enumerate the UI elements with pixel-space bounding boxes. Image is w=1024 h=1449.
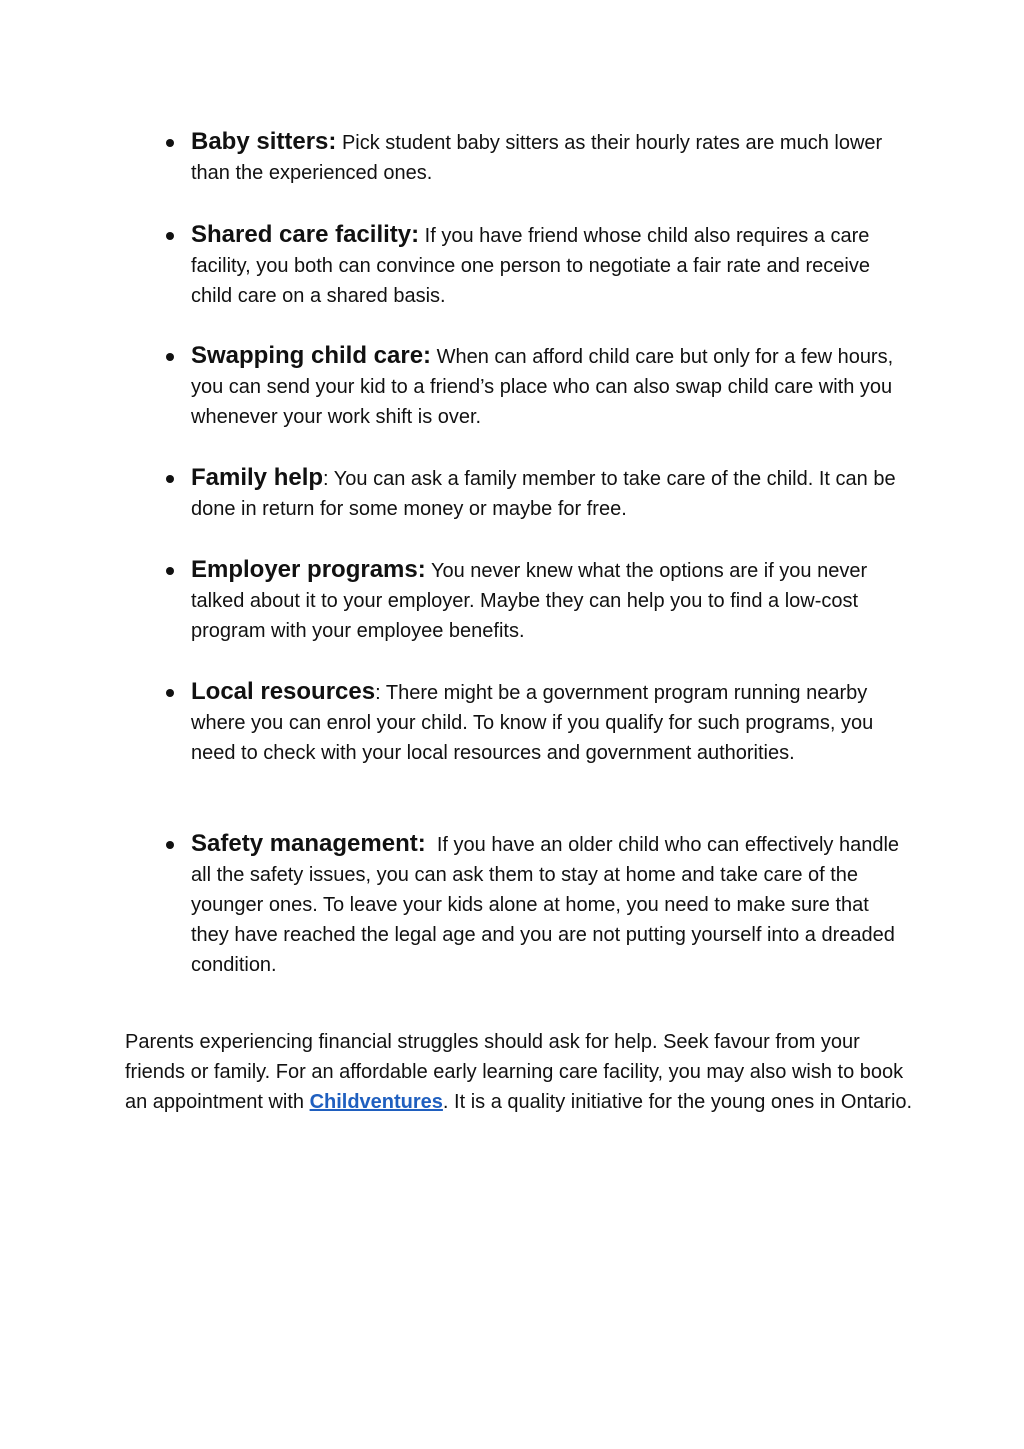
list-item-baby-sitters <box>191 127 911 188</box>
bullet-text: You never knew what the options are if you never talked about it to your employer. Maybe they can help you to find a low-cost program with your employee benefits. <box>191 560 868 642</box>
bullet-text: There might be a government program running nearby where you can enrol your child. To know if you qualify for such programs, you need to check with your local resources and government authorities. <box>191 682 874 764</box>
list-item-shared-care-facility <box>191 220 911 311</box>
bullet-icon <box>160 677 180 707</box>
bullet-text: You can ask a family member to take care of the child. It can be done in return for some money or maybe for free. <box>191 468 896 520</box>
list-item-family-help <box>191 463 911 524</box>
list-item-safety-management <box>191 829 911 980</box>
closing-text-before: Parents experiencing financial struggles should ask for help. Seek favour from your friends or family. For an affordable early learning care facility, you may also wish to book an appointment with <box>125 1031 904 1113</box>
bullet-term: Swapping child care: <box>191 342 432 369</box>
bullet-text: If you have an older child who can effectively handle all the safety issues, you can ask them to stay at home and take care of the younger ones. To leave your kids alone at home, you need to make sure that they have reached the legal age and you are not putting yourself into a dreaded condition. <box>191 834 900 976</box>
bullet-icon <box>160 127 180 157</box>
bullet-text: If you have friend whose child also requires a care facility, you both can convince one person to negotiate a fair rate and receive child care on a shared basis. <box>191 225 870 307</box>
bullet-icon <box>160 555 180 585</box>
list-item-local-resources <box>191 677 911 768</box>
bullet-separator: : <box>323 468 329 490</box>
bullet-term: Baby sitters: <box>191 128 337 155</box>
bullet-term: Employer programs: <box>191 556 426 583</box>
bullet-text: When can afford child care but only for a few hours, you can send your kid to a friend’s place who can also swap child care with you whenever your work shift is over. <box>191 346 894 428</box>
list-item-employer-programs <box>191 555 911 646</box>
bullet-text: Pick student baby sitters as their hourly rates are much lower than the experienced ones. <box>191 132 883 184</box>
bullet-term: Shared care facility: <box>191 221 420 248</box>
closing-text-after: . It is a quality initiative for the young ones in Ontario. <box>442 1091 913 1113</box>
bullet-term: Local resources <box>191 678 376 705</box>
bullet-icon <box>160 220 180 250</box>
bullet-icon <box>160 341 180 371</box>
bullet-separator <box>426 834 437 856</box>
childventures-link[interactable]: Childventures <box>309 1091 443 1113</box>
bullet-term: Safety management: <box>191 830 426 857</box>
closing-paragraph <box>125 1027 915 1117</box>
bullet-term: Family help <box>191 464 324 491</box>
bullet-separator: : <box>375 682 381 704</box>
bullet-icon <box>160 829 180 859</box>
bullet-icon <box>160 463 180 493</box>
list-item-swapping-child-care <box>191 341 911 432</box>
